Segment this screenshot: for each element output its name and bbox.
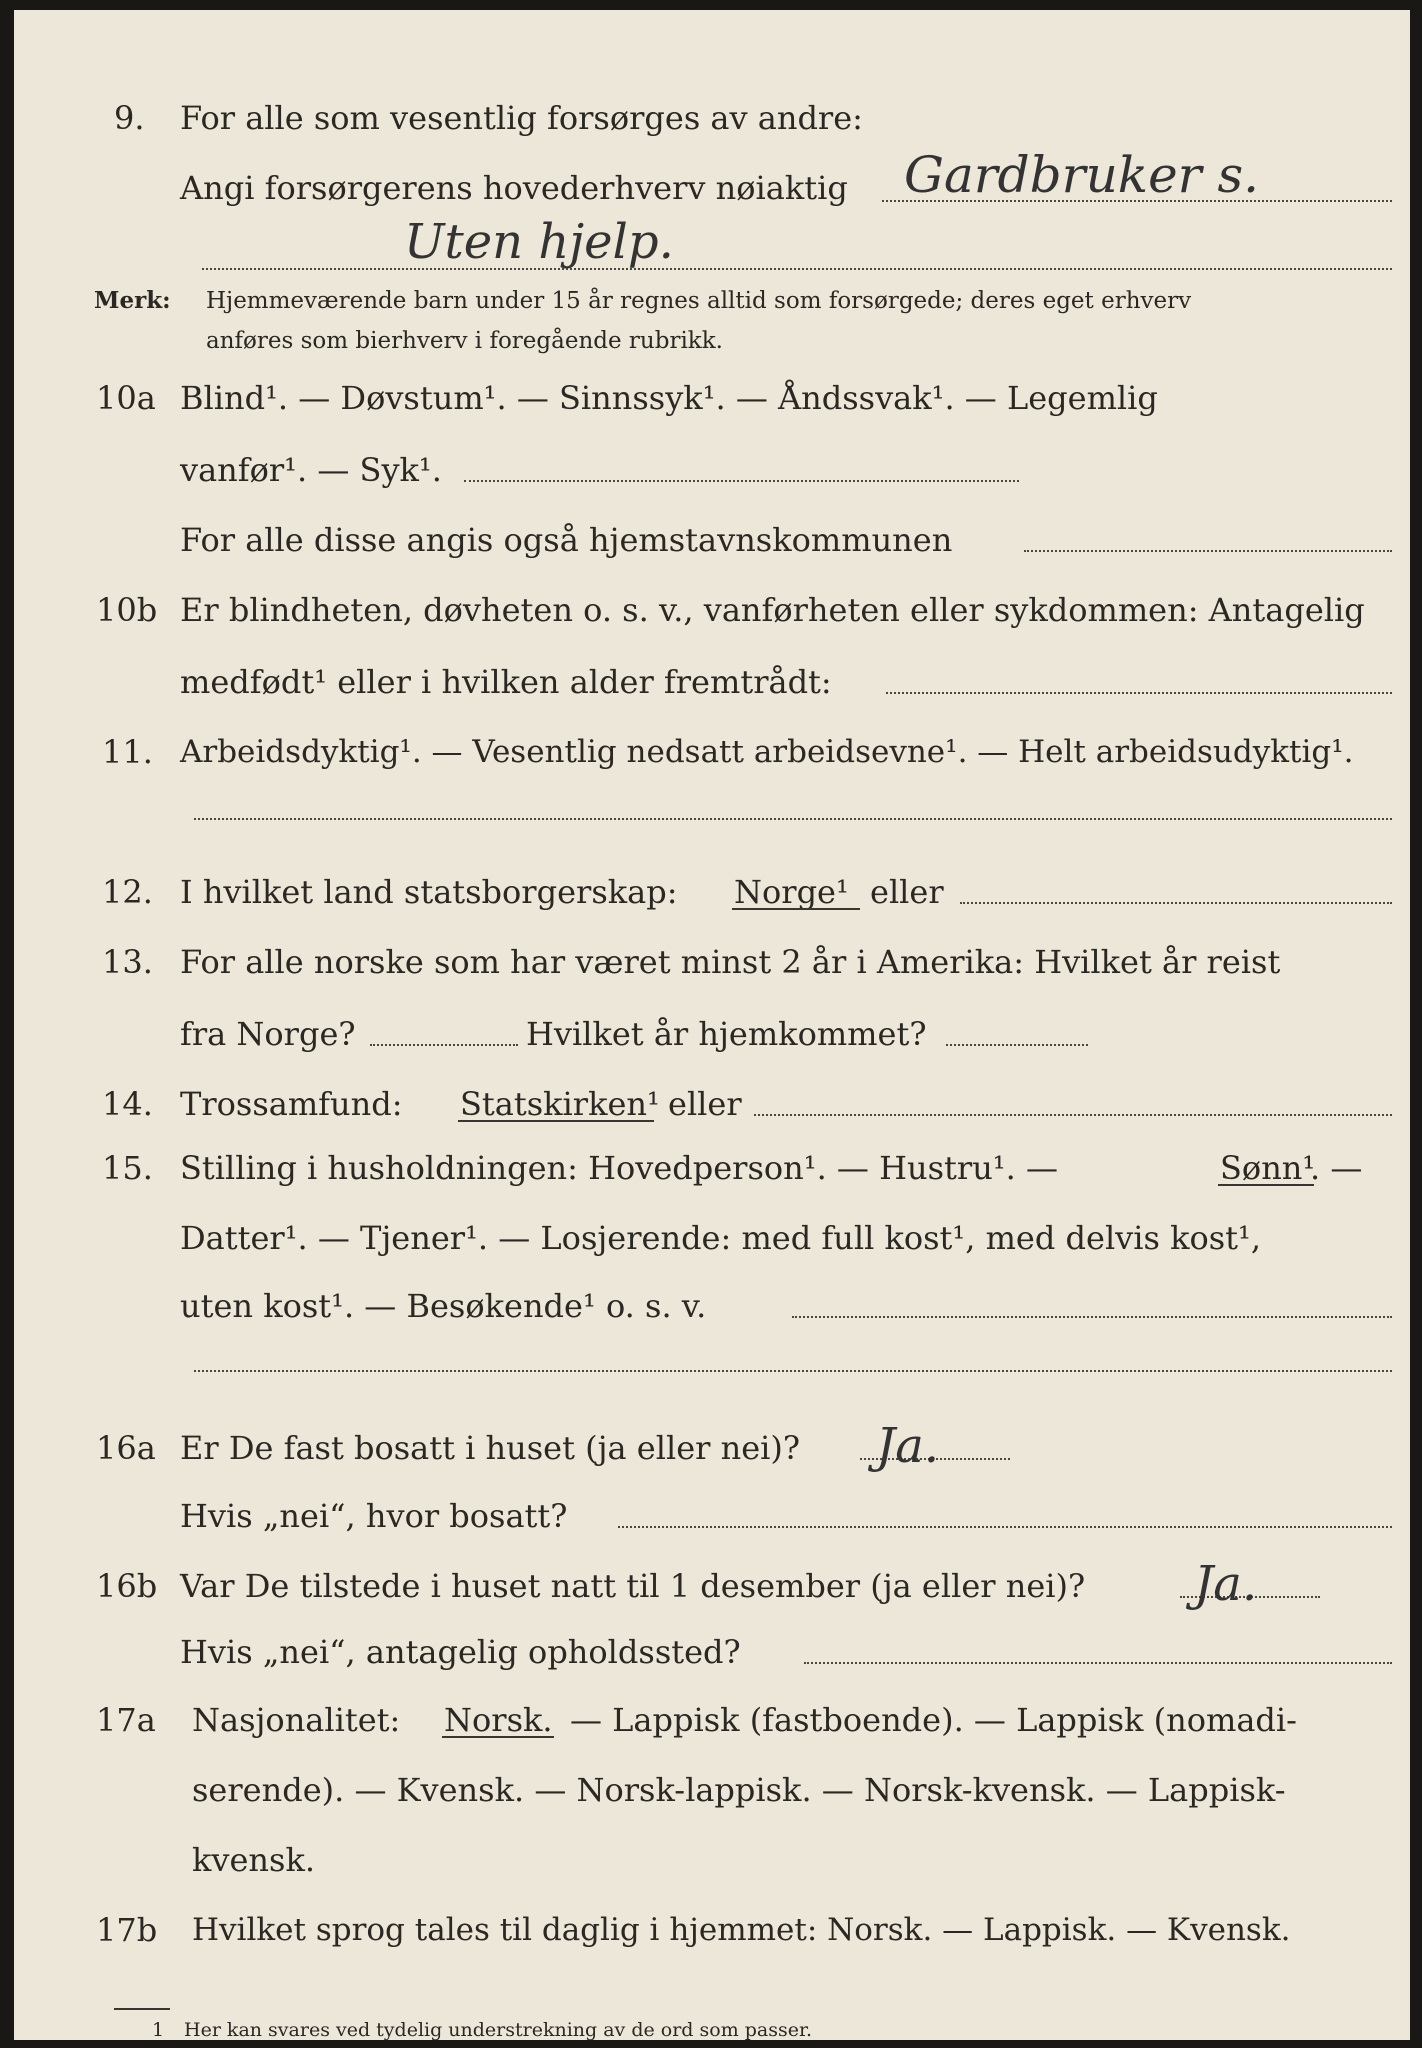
footnote-rule (114, 2008, 170, 2010)
q9-number: 9. (114, 99, 145, 137)
q12-suffix: eller (870, 873, 944, 911)
q13-reist-line (370, 1044, 518, 1046)
q15-line1b: . — (1310, 1149, 1363, 1187)
q10a-number: 10a (96, 379, 156, 417)
q10a-line3: For alle disse angis også hjemstavnskommunen (180, 521, 953, 559)
q17a-prefix: Nasjonalitet: (192, 1701, 401, 1739)
q11-answer-line (194, 818, 1392, 820)
q16a-line1: Er De fast bosatt i huset (ja eller nei)? (180, 1429, 801, 1467)
q15-line1a: Stilling i husholdningen: Hovedperson¹. — Hustru¹. — (180, 1149, 1058, 1187)
q11-number: 11. (102, 733, 153, 771)
merk-label: Merk: (94, 287, 171, 314)
q9-line2: Angi forsørgerens hovederhverv nøiaktig (180, 169, 848, 207)
q12-number: 12. (102, 873, 153, 911)
q15-sonn-underline (1218, 1184, 1314, 1186)
q11-line1: Arbeidsdyktig¹. — Vesentlig nedsatt arbeidsevne¹. — Helt arbeidsudyktig¹. (180, 734, 1354, 770)
q14-answer-line (754, 1114, 1392, 1116)
q10b-answer-line (886, 692, 1392, 694)
q12-answer-line (960, 902, 1392, 904)
q17a-line1b: — Lappisk (fastboende). — Lappisk (nomadi- (570, 1701, 1297, 1739)
q16b-number: 16b (96, 1567, 158, 1605)
q9-line1: For alle som vesentlig forsørges av andre: (180, 99, 863, 137)
q17a-norsk: Norsk. (444, 1701, 553, 1739)
q10a-answer-line (464, 480, 1019, 482)
q16a-bosatt-line (618, 1526, 1392, 1528)
q17b-line1: Hvilket sprog tales til daglig i hjemmet: Norsk. — Lappisk. — Kvensk. (192, 1912, 1291, 1948)
q16b-line2: Hvis „nei“, antagelig opholdssted? (180, 1633, 741, 1671)
q13-number: 13. (102, 943, 153, 981)
q12-norge-underline (732, 908, 860, 910)
q10a-hjemstavn-line (1024, 550, 1392, 552)
q17a-number: 17a (96, 1701, 156, 1739)
q13-line1: For alle norske som har været minst 2 år i Amerika: Hvilket år reist (180, 943, 1281, 981)
q17a-line2: serende). — Kvensk. — Norsk-lappisk. — Norsk-kvensk. — Lappisk- (192, 1771, 1286, 1809)
census-form-page (14, 10, 1410, 2040)
merk-line2: anføres som bierhverv i foregående rubrikk. (206, 328, 723, 354)
q16b-opholdssted-line (804, 1662, 1392, 1664)
q16a-number: 16a (96, 1429, 156, 1467)
q9-answer-line2 (202, 268, 1392, 270)
q15-answer-line (792, 1316, 1392, 1318)
q15-extra-line (194, 1370, 1392, 1372)
q15-line2: Datter¹. — Tjener¹. — Losjerende: med full kost¹, med delvis kost¹, (180, 1219, 1262, 1257)
q13-hjemkommet-line (946, 1044, 1088, 1046)
footnote-mark: 1 (152, 2019, 165, 2040)
footnote-text: Her kan svares ved tydelig understrekning av de ord som passer. (184, 2019, 813, 2040)
q14-number: 14. (102, 1085, 153, 1123)
q9-handwritten-answer2: Uten hjelp. (404, 214, 674, 270)
q15-sonn: Sønn¹ (1220, 1149, 1316, 1187)
q12-norge: Norge¹ (734, 873, 849, 911)
merk-line1: Hjemmeværende barn under 15 år regnes alltid som forsørgede; deres eget erhverv (206, 288, 1192, 314)
q13-line2b: Hvilket år hjemkommet? (526, 1015, 927, 1053)
q13-line2a: fra Norge? (180, 1015, 356, 1053)
q10b-line2: medfødt¹ eller i hvilken alder fremtrådt: (180, 663, 832, 701)
q17a-norsk-underline (442, 1736, 554, 1738)
q16b-line1: Var De tilstede i huset natt til 1 desember (ja eller nei)? (180, 1567, 1086, 1605)
q10b-line1: Er blindheten, døvheten o. s. v., vanførheten eller sykdommen: Antagelig (180, 591, 1365, 629)
q17a-line3: kvensk. (192, 1841, 315, 1879)
q14-statskirken: Statskirken¹ (460, 1085, 660, 1123)
q16a-handwritten-answer: Ja. (876, 1418, 940, 1474)
q14-suffix: eller (668, 1085, 742, 1123)
q17b-number: 17b (96, 1911, 158, 1949)
q15-number: 15. (102, 1149, 153, 1187)
q10a-line2: vanfør¹. — Syk¹. (180, 451, 442, 489)
q9-handwritten-answer1: Gardbruker s. (904, 146, 1260, 204)
q16b-handwritten-answer: Ja. (1194, 1556, 1258, 1612)
q14-prefix: Trossamfund: (180, 1085, 403, 1123)
q15-line3: uten kost¹. — Besøkende¹ o. s. v. (180, 1287, 707, 1325)
q12-prefix: I hvilket land statsborgerskap: (180, 873, 678, 911)
q16a-line2: Hvis „nei“, hvor bosatt? (180, 1497, 568, 1535)
q14-statskirken-underline (458, 1120, 654, 1122)
q10b-number: 10b (96, 591, 158, 629)
q10a-line1: Blind¹. — Døvstum¹. — Sinnssyk¹. — Åndssvak¹. — Legemlig (180, 379, 1158, 417)
